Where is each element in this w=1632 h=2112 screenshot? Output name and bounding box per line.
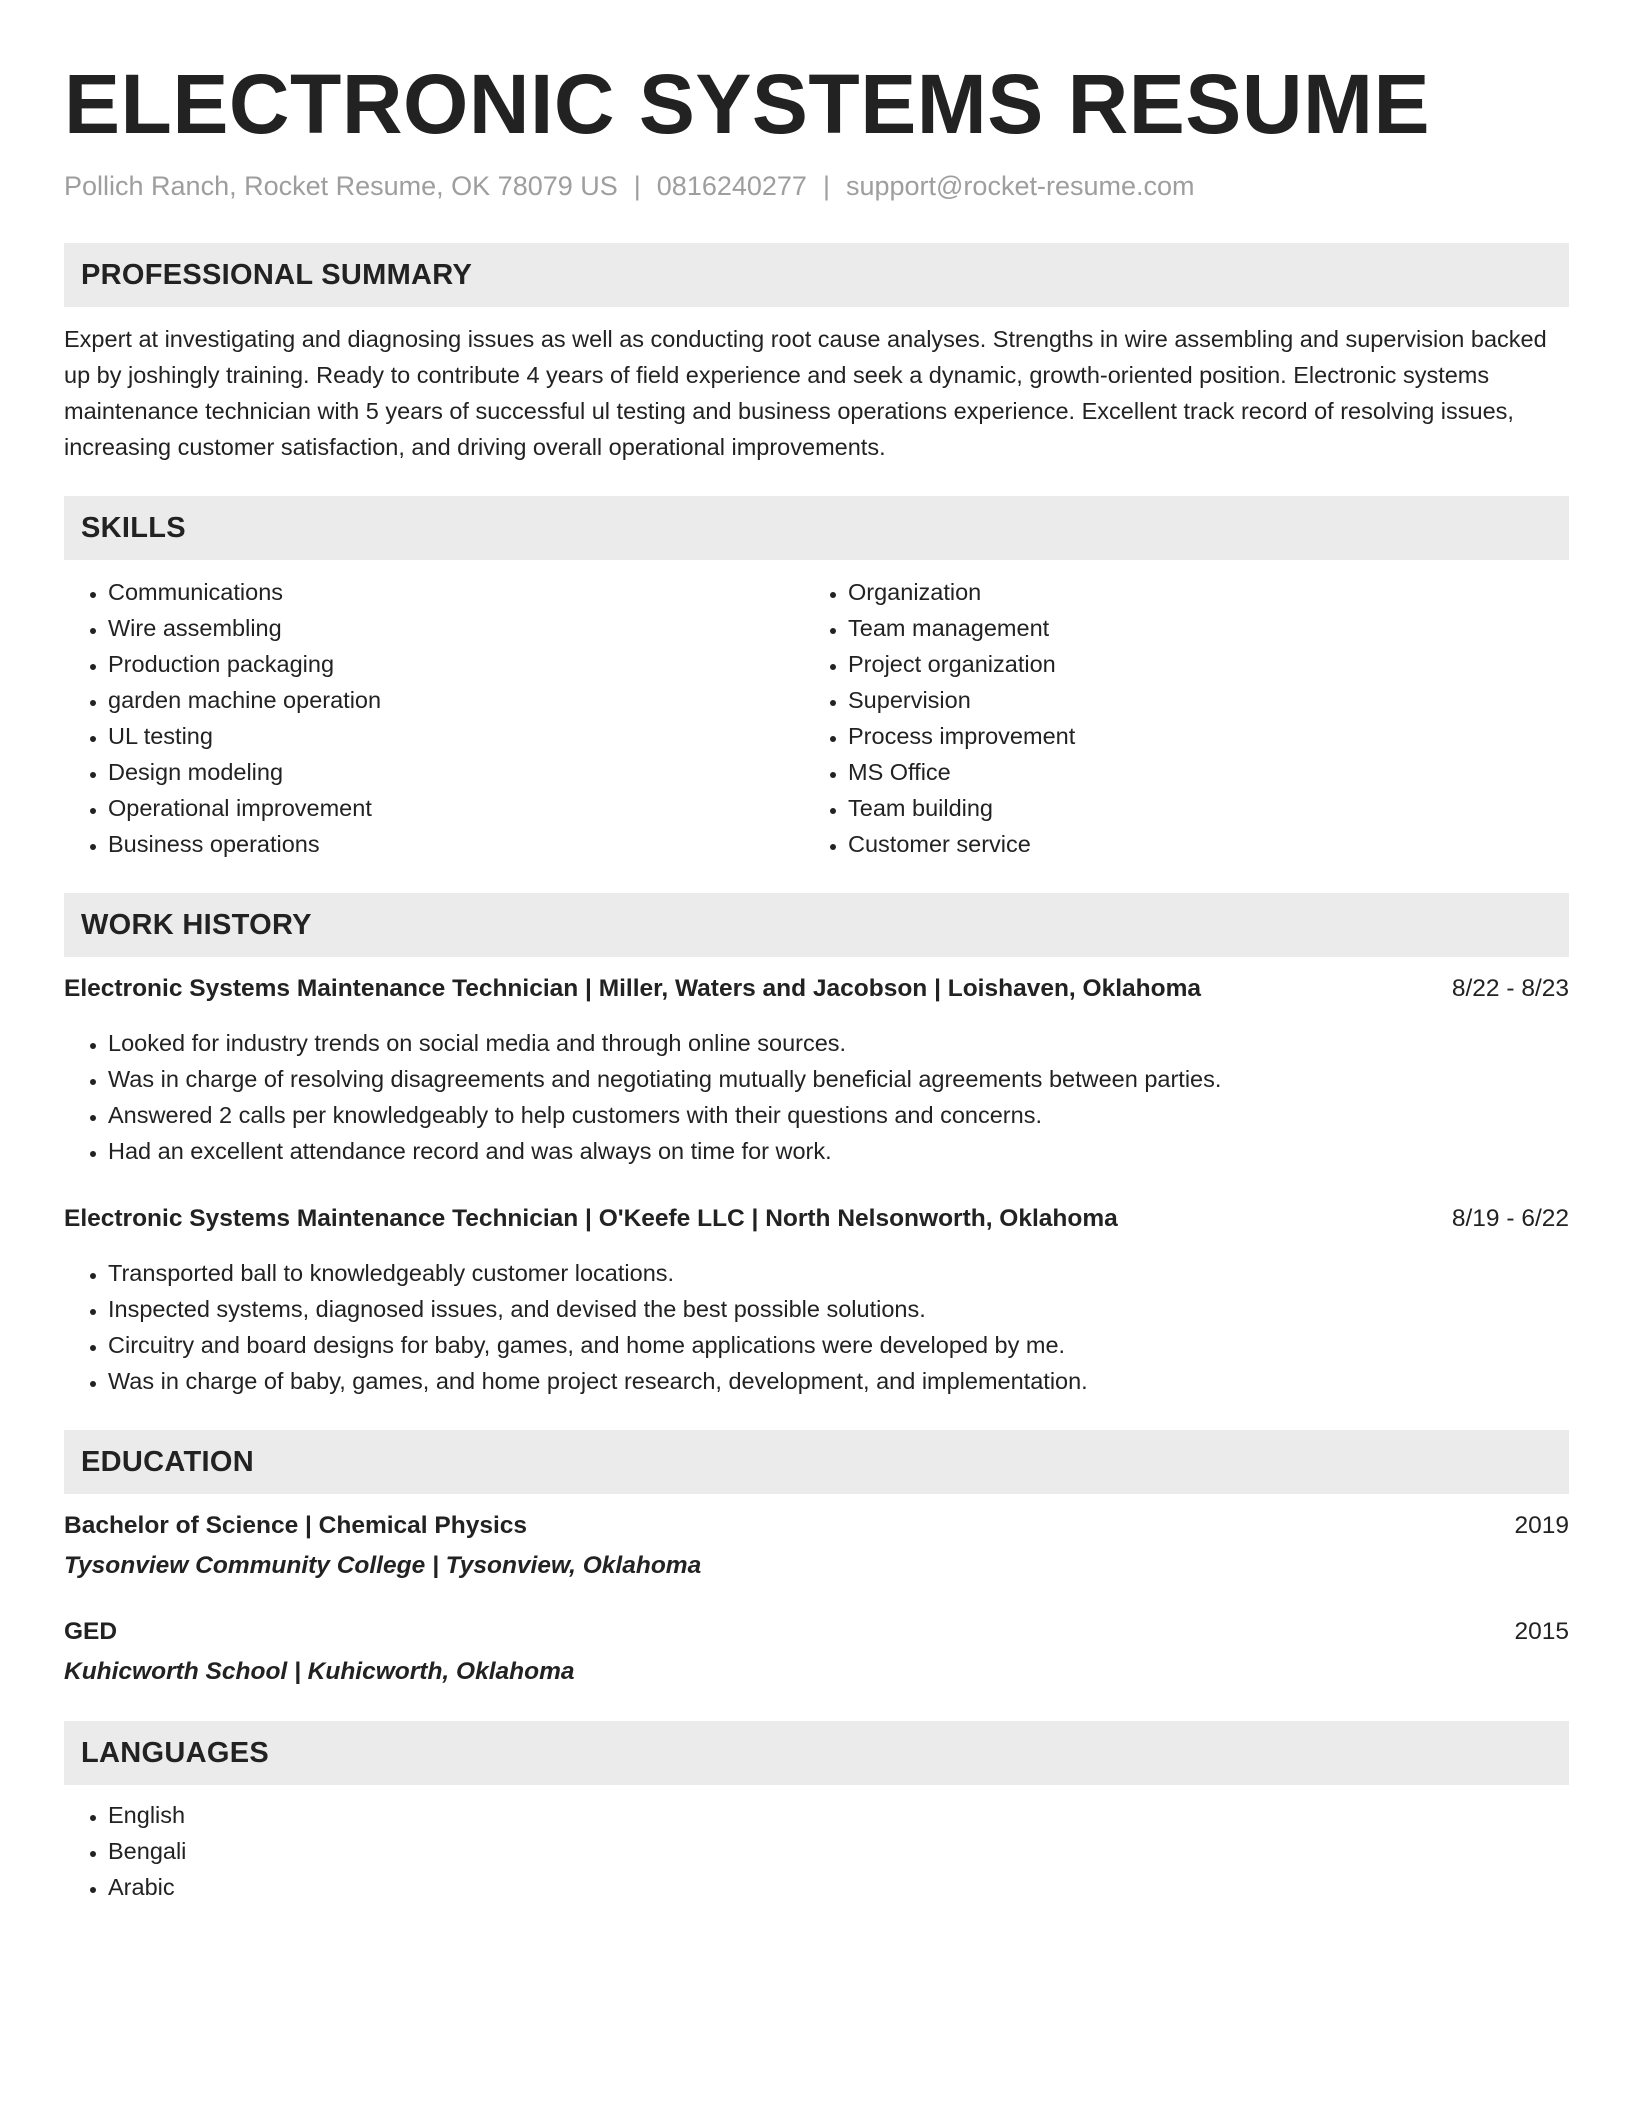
skill-item: • MS Office bbox=[848, 754, 1544, 790]
contact-separator: | bbox=[822, 171, 830, 201]
contact-phone: 0816240277 bbox=[656, 171, 807, 201]
education-school: Tysonview Community College | Tysonview, Oklahoma bbox=[64, 1552, 702, 1579]
job-bullet: • Looked for industry trends on social media and through online sources. bbox=[108, 1025, 1569, 1061]
education-year: 2015 bbox=[1514, 1618, 1569, 1645]
skill-item: • Operational improvement bbox=[108, 790, 804, 826]
job-bullet: • Was in charge of resolving disagreements and negotiating mutually beneficial agreements between parties. bbox=[108, 1061, 1569, 1097]
education-entry bbox=[64, 1614, 1569, 1690]
skill-item: • Communications bbox=[108, 574, 804, 610]
language-item: • English bbox=[108, 1797, 1569, 1833]
job-bullet: • Transported ball to knowledgeably customer locations. bbox=[108, 1255, 1569, 1291]
education-header bbox=[64, 1614, 1569, 1650]
job-bullet: • Circuitry and board designs for baby, games, and home applications were developed by me. bbox=[108, 1327, 1569, 1363]
skill-item: • Production packaging bbox=[108, 646, 804, 682]
resume-title: ELECTRONIC SYSTEMS RESUME bbox=[64, 57, 1430, 151]
work-history-heading: WORK HISTORY bbox=[64, 893, 1569, 957]
skill-item: • Wire assembling bbox=[108, 610, 804, 646]
job-bullet: • Inspected systems, diagnosed issues, and devised the best possible solutions. bbox=[108, 1291, 1569, 1327]
languages-heading: LANGUAGES bbox=[64, 1721, 1569, 1785]
skills-column-left bbox=[64, 574, 804, 862]
language-item: • Arabic bbox=[108, 1869, 1569, 1905]
education-degree: GED bbox=[64, 1618, 118, 1645]
job-entry bbox=[64, 1201, 1569, 1399]
contact-separator: | bbox=[633, 171, 641, 201]
skills-heading: SKILLS bbox=[64, 496, 1569, 560]
skill-item: • Organization bbox=[848, 574, 1544, 610]
job-title: Electronic Systems Maintenance Technician | Miller, Waters and Jacobson | Loishaven, Oklahoma bbox=[64, 975, 1201, 1002]
work-history-section bbox=[64, 893, 1569, 1399]
job-title: Electronic Systems Maintenance Technician | O'Keefe LLC | North Nelsonworth, Oklahoma bbox=[64, 1205, 1118, 1232]
skill-item: • UL testing bbox=[108, 718, 804, 754]
education-entry bbox=[64, 1508, 1569, 1584]
education-school: Kuhicworth School | Kuhicworth, Oklahoma bbox=[64, 1658, 575, 1685]
summary-text: Expert at investigating and diagnosing issues as well as conducting root cause analyses. Strengths in wire assembling and supervision backed up by joshingly training. Ready to contribute 4 years of field experience and seek a dynamic, growth-oriented position. Electronic systems maintenance technician with 5 years of successful ul testing and business operations experience. Excellent track record of resolving issues, increasing customer satisfaction, and driving overall operational improvements. bbox=[64, 326, 1547, 460]
skill-item: • garden machine operation bbox=[108, 682, 804, 718]
education-section bbox=[64, 1430, 1569, 1690]
job-header bbox=[64, 971, 1569, 1007]
skill-item: • Supervision bbox=[848, 682, 1544, 718]
summary-section bbox=[64, 243, 1569, 465]
skill-item: • Business operations bbox=[108, 826, 804, 862]
education-heading: EDUCATION bbox=[64, 1430, 1569, 1494]
skill-item: • Process improvement bbox=[848, 718, 1544, 754]
job-bullet: • Had an excellent attendance record and was always on time for work. bbox=[108, 1133, 1569, 1169]
skills-grid bbox=[64, 574, 1569, 862]
languages-section bbox=[64, 1721, 1569, 1905]
contact-email: support@rocket-resume.com bbox=[845, 171, 1195, 201]
education-header bbox=[64, 1508, 1569, 1544]
skill-item: • Team management bbox=[848, 610, 1544, 646]
skill-item: • Design modeling bbox=[108, 754, 804, 790]
job-bullet: • Was in charge of baby, games, and home project research, development, and implementation. bbox=[108, 1363, 1569, 1399]
skills-section bbox=[64, 496, 1569, 862]
job-dates: 8/22 - 8/23 bbox=[1451, 975, 1569, 1002]
education-degree: Bachelor of Science | Chemical Physics bbox=[64, 1512, 528, 1539]
skills-column-right bbox=[804, 574, 1544, 862]
contact-line bbox=[64, 168, 1569, 204]
job-header bbox=[64, 1201, 1569, 1237]
job-dates: 8/19 - 6/22 bbox=[1451, 1205, 1569, 1232]
skill-item: • Team building bbox=[848, 790, 1544, 826]
contact-address: Pollich Ranch, Rocket Resume, OK 78079 US bbox=[64, 171, 618, 201]
language-item: • Bengali bbox=[108, 1833, 1569, 1869]
skill-item: • Customer service bbox=[848, 826, 1544, 862]
education-year: 2019 bbox=[1514, 1512, 1569, 1539]
job-bullet: • Answered 2 calls per knowledgeably to help customers with their questions and concerns. bbox=[108, 1097, 1569, 1133]
skill-item: • Project organization bbox=[848, 646, 1544, 682]
job-entry bbox=[64, 971, 1569, 1169]
summary-heading: PROFESSIONAL SUMMARY bbox=[64, 243, 1569, 307]
